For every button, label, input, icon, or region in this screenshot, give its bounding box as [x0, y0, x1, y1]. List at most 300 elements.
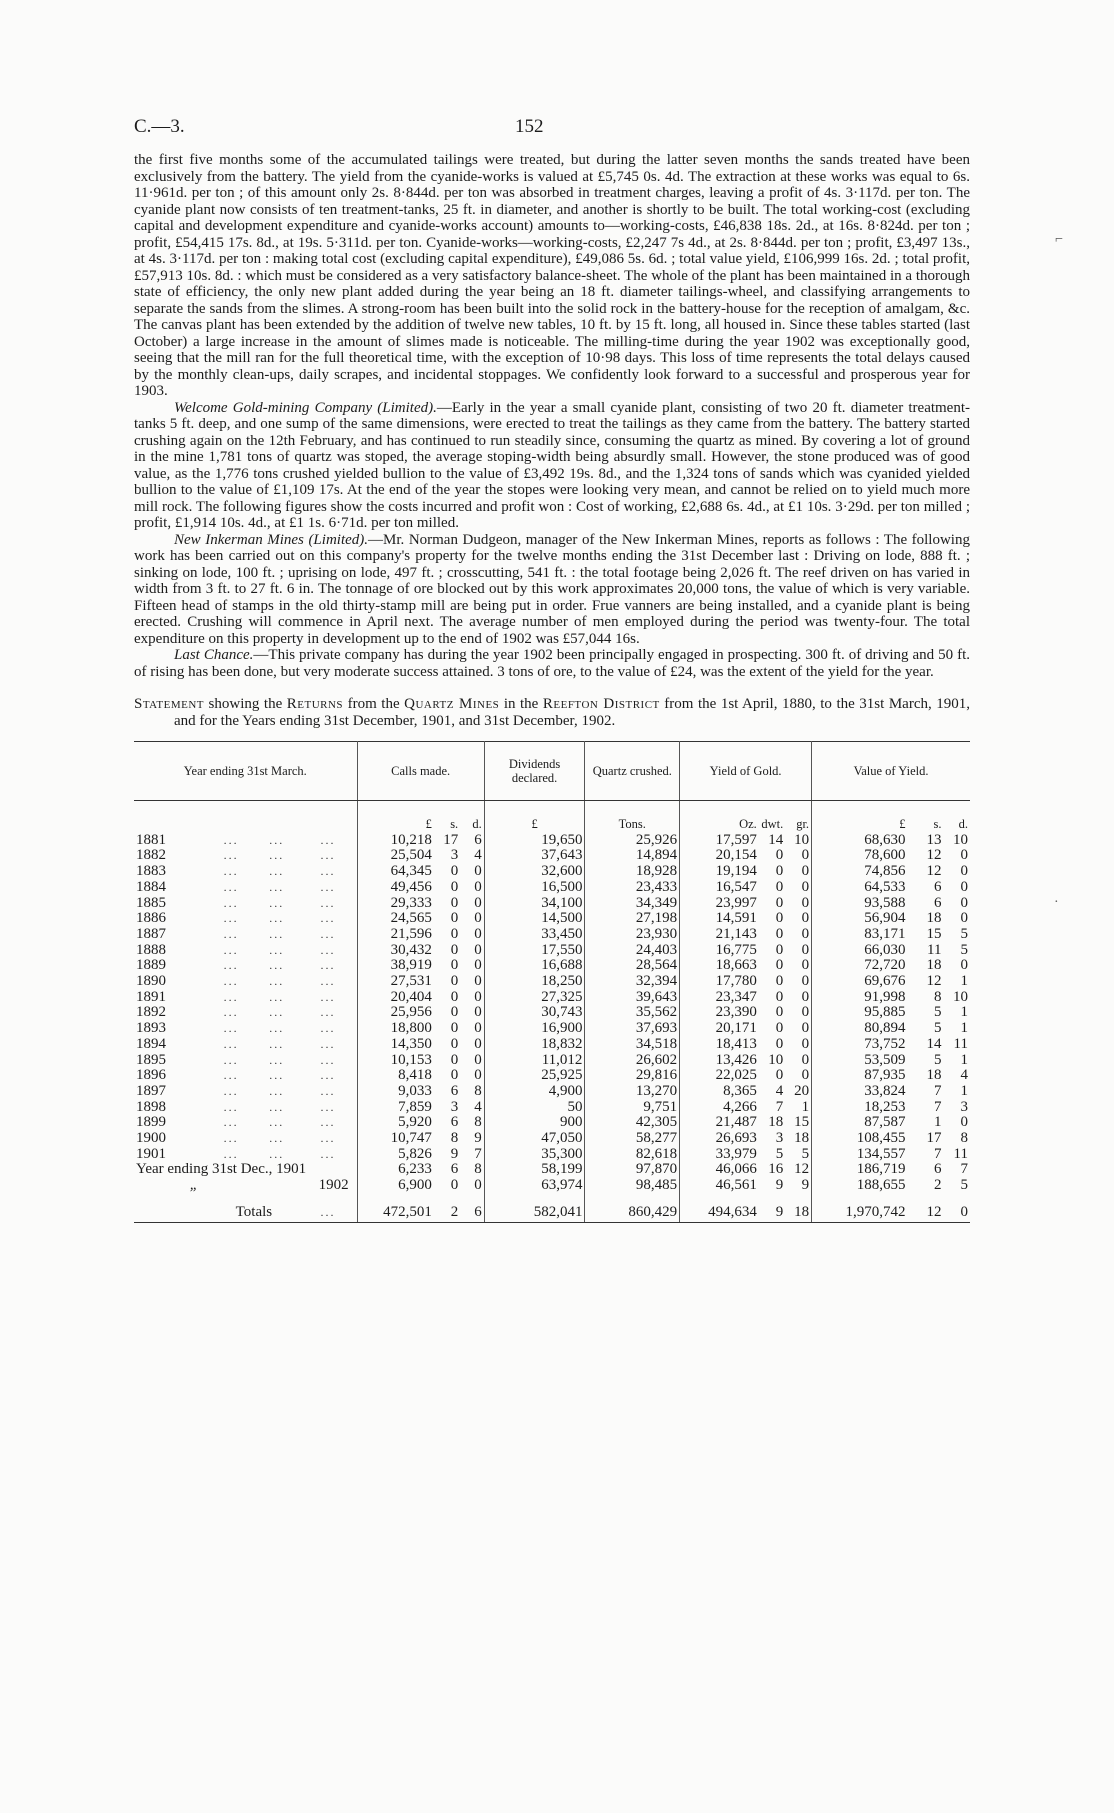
leader-dots: ... — [320, 958, 336, 973]
value-pence: 0 — [943, 1194, 970, 1223]
dividends-cell: 37,643 — [484, 848, 585, 864]
header-dividends: Dividends declared. — [484, 742, 585, 801]
gold-dwt: 3 — [775, 1130, 784, 1147]
gold-gr: 0 — [801, 1004, 810, 1021]
quartz-cell: 34,518 — [585, 1037, 680, 1053]
gold-gr: 0 — [801, 1035, 810, 1052]
table-row — [134, 1037, 970, 1053]
value-pence: 0 — [960, 910, 968, 927]
table-row — [134, 958, 970, 974]
leader-dots: ... — [269, 1021, 285, 1036]
header-gold: Yield of Gold. — [680, 742, 812, 801]
header-value: Value of Yield. — [812, 742, 970, 801]
table-row — [134, 848, 970, 864]
calls-pence: 8 — [474, 1161, 482, 1178]
value-shillings: 18 — [926, 1067, 942, 1084]
dividends-cell: 16,900 — [484, 1021, 585, 1037]
calls-pence: 0 — [474, 957, 482, 974]
leader-dots: ... — [320, 1146, 336, 1161]
leader-dots: ... — [269, 1099, 285, 1114]
margin-mark-middle: · — [1054, 895, 1059, 910]
leader-dots: ... — [320, 879, 336, 894]
gold-dwt: 0 — [775, 925, 784, 942]
leader-dots: ... — [223, 1036, 239, 1051]
table-header-row — [134, 742, 970, 801]
value-shillings: 2 — [933, 1177, 942, 1194]
gold-dwt: 0 — [775, 957, 784, 974]
calls-pence: 0 — [474, 1051, 482, 1068]
gold-dwt: 10 — [768, 1051, 784, 1068]
calls-pounds: 64,345 — [357, 864, 434, 880]
leader-dots: ... — [223, 1146, 239, 1161]
year-cell: 1889 — [136, 957, 166, 974]
calls-pence: 0 — [474, 863, 482, 880]
value-shillings: 12 — [908, 1194, 944, 1223]
gold-dwt: 0 — [775, 847, 784, 864]
gold-gr: 18 — [785, 1194, 811, 1223]
leader-dots: ... — [269, 1068, 285, 1083]
value-pounds: 134,557 — [812, 1147, 908, 1163]
calls-pence: 6 — [460, 1194, 484, 1223]
value-pence: 0 — [960, 1114, 968, 1131]
leader-dots: ... — [223, 832, 239, 847]
page-number: 152 — [515, 116, 544, 137]
year-cell: 1890 — [136, 973, 166, 990]
quartz-cell: 32,394 — [585, 974, 680, 990]
gold-gr: 20 — [794, 1082, 810, 1099]
value-pence: 0 — [960, 863, 968, 880]
calls-pounds: 472,501 — [357, 1194, 434, 1223]
dividends-cell: 582,041 — [484, 1194, 585, 1223]
calls-pence: 0 — [474, 973, 482, 990]
leader-dots: ... — [223, 926, 239, 941]
value-pence: 4 — [960, 1067, 968, 1084]
value-pence: 0 — [960, 894, 968, 911]
margin-mark-top: ⌐ — [1055, 232, 1063, 247]
table-row — [134, 896, 970, 912]
leader-dots: ... — [269, 926, 285, 941]
leader-dots: ... — [223, 1083, 239, 1098]
gold-dwt: 18 — [768, 1114, 784, 1131]
year-cell: 1885 — [136, 894, 166, 911]
calls-pence: 4 — [474, 1098, 482, 1115]
gold-gr: 0 — [801, 1051, 810, 1068]
value-pounds: 87,935 — [812, 1068, 908, 1084]
value-pounds: 188,655 — [812, 1178, 908, 1194]
value-pounds: 18,253 — [812, 1100, 908, 1116]
gold-oz: 21,487 — [680, 1115, 759, 1131]
totals-row — [134, 1194, 970, 1223]
gold-dwt: 7 — [775, 1098, 784, 1115]
calls-shillings: 0 — [450, 925, 459, 942]
quartz-cell: 24,403 — [585, 943, 680, 959]
gold-oz: 4,266 — [680, 1100, 759, 1116]
value-pounds: 78,600 — [812, 848, 908, 864]
document-reference: C.—3. — [134, 116, 185, 137]
value-pence: 0 — [960, 878, 968, 895]
table-row — [134, 1084, 970, 1100]
table-row — [134, 1053, 970, 1069]
leader-dots: ... — [320, 1099, 336, 1114]
leader-dots: ... — [320, 864, 336, 879]
quartz-cell: 35,562 — [585, 1005, 680, 1021]
value-pence: 10 — [953, 988, 968, 1005]
calls-shillings: 0 — [450, 894, 459, 911]
calls-pounds: 21,596 — [357, 927, 434, 943]
value-pounds: 69,676 — [812, 974, 908, 990]
year-cell: 1897 — [136, 1082, 166, 1099]
dividends-cell: 4,900 — [484, 1084, 585, 1100]
value-shillings: 7 — [933, 1145, 942, 1162]
table-body — [134, 801, 970, 1223]
calls-pence: 0 — [474, 1035, 482, 1052]
quartz-cell: 23,930 — [585, 927, 680, 943]
calls-shillings: 9 — [450, 1145, 459, 1162]
calls-pence: 0 — [474, 925, 482, 942]
value-shillings: 5 — [933, 1020, 942, 1037]
table-row — [134, 927, 970, 943]
quartz-cell: 97,870 — [585, 1162, 680, 1178]
leader-dots: ... — [320, 974, 336, 989]
value-shillings: 14 — [926, 1035, 942, 1052]
leader-dots: ... — [269, 1131, 285, 1146]
leader-dots: ... — [269, 958, 285, 973]
leader-dots: ... — [269, 832, 285, 847]
quartz-cell: 14,894 — [585, 848, 680, 864]
value-pence: 5 — [960, 941, 968, 958]
value-shillings: 6 — [933, 894, 942, 911]
calls-pounds: 5,920 — [357, 1115, 434, 1131]
calls-pounds: 7,859 — [357, 1100, 434, 1116]
calls-shillings: 6 — [450, 1114, 459, 1131]
leader-dots: ... — [269, 848, 285, 863]
value-pounds: 186,719 — [812, 1162, 908, 1178]
calls-pounds: 6,233 — [357, 1162, 434, 1178]
dividends-cell: 900 — [484, 1115, 585, 1131]
gold-oz: 8,365 — [680, 1084, 759, 1100]
table-row — [134, 1131, 970, 1147]
dividends-cell: 50 — [484, 1100, 585, 1116]
gold-gr: 15 — [794, 1114, 810, 1131]
value-pounds: 83,171 — [812, 927, 908, 943]
gold-dwt: 14 — [768, 831, 784, 848]
body-text — [134, 152, 970, 680]
year-cell: 1896 — [136, 1067, 166, 1084]
gold-oz: 23,997 — [680, 896, 759, 912]
leader-dots: ... — [320, 942, 336, 957]
calls-pence: 9 — [474, 1130, 482, 1147]
gold-dwt: 0 — [775, 988, 784, 1005]
value-pounds: 33,824 — [812, 1084, 908, 1100]
gold-gr: 1 — [801, 1098, 810, 1115]
calls-pounds: 5,826 — [357, 1147, 434, 1163]
gold-dwt: 0 — [775, 973, 784, 990]
value-pounds: 108,455 — [812, 1131, 908, 1147]
value-shillings: 6 — [933, 878, 942, 895]
calls-shillings: 0 — [450, 988, 459, 1005]
gold-dwt: 16 — [768, 1161, 784, 1178]
gold-oz: 20,154 — [680, 848, 759, 864]
year-cell: 1902 — [318, 1177, 349, 1194]
calls-pounds: 25,956 — [357, 1005, 434, 1021]
document-page — [134, 116, 970, 1223]
paragraph-new-inkerman: New Inkerman Mines (Limited).—Mr. Norman Dudgeon, manager of the New Inkerman Mines, reports as follows : The following work has been carried out on this company's property for the twelve months ending the 31st December last : Driving on lode, 888 ft. ; sinking on lode, 100 ft. ; uprising on lode, 497 ft. ; crosscutting, 541 ft. : the total footage being 2,026 ft. The reef driven on has varied in width from 3 ft. to 27 ft. 6 in. The tonnage of ore blocked out by this work approximates 20,000 tons, the value of which is very variable. Fifteen head of stamps in the old thirty-stamp mill are being put in order. Frue vanners are being installed, and a cyanide plant is being erected. Crushing will commence in April next. The average number of men employed during the period was twenty-four. The total expenditure on this property in development up to the end of 1902 was £57,044 16s. — [134, 531, 970, 647]
table-row — [134, 864, 970, 880]
header-quartz: Quartz crushed. — [585, 742, 680, 801]
value-pence: 11 — [953, 1035, 968, 1052]
gold-oz: 16,547 — [680, 880, 759, 896]
dividends-cell: 34,100 — [484, 896, 585, 912]
calls-pounds: 14,350 — [357, 1037, 434, 1053]
year-cell: 1892 — [136, 1004, 166, 1021]
calls-shillings: 6 — [450, 1082, 459, 1099]
gold-dwt: 0 — [775, 941, 784, 958]
table-row — [134, 1021, 970, 1037]
calls-pence: 0 — [474, 941, 482, 958]
leader-dots: ... — [320, 832, 336, 847]
table-row — [134, 974, 970, 990]
leader-dots: ... — [223, 1115, 239, 1130]
year-cell: 1884 — [136, 878, 166, 895]
value-pounds: 91,998 — [812, 990, 908, 1006]
dividends-cell: 16,500 — [484, 880, 585, 896]
header-calls: Calls made. — [357, 742, 484, 801]
year-cell: 1882 — [136, 847, 166, 864]
leader-dots: ... — [320, 1068, 336, 1083]
value-shillings: 7 — [933, 1082, 942, 1099]
table-row — [134, 1068, 970, 1084]
value-pence: 5 — [960, 925, 968, 942]
leader-dots: ... — [269, 911, 285, 926]
gold-oz: 18,663 — [680, 958, 759, 974]
gold-gr: 0 — [801, 878, 810, 895]
value-pounds: 53,509 — [812, 1053, 908, 1069]
value-pence: 1 — [960, 1051, 968, 1068]
gold-dwt: 4 — [775, 1082, 784, 1099]
calls-shillings: 0 — [450, 1067, 459, 1084]
quartz-cell: 29,816 — [585, 1068, 680, 1084]
value-pence: 1 — [960, 1082, 968, 1099]
gold-gr: 18 — [794, 1130, 810, 1147]
calls-pounds: 24,565 — [357, 911, 434, 927]
year-cell: 1887 — [136, 925, 166, 942]
returns-table — [134, 741, 970, 1223]
gold-dwt: 0 — [775, 894, 784, 911]
leader-dots: ... — [320, 1005, 336, 1020]
gold-gr: 5 — [801, 1145, 810, 1162]
calls-pounds: 49,456 — [357, 880, 434, 896]
calls-pounds: 30,432 — [357, 943, 434, 959]
gold-gr: 9 — [801, 1177, 810, 1194]
quartz-cell: 13,270 — [585, 1084, 680, 1100]
value-pounds: 66,030 — [812, 943, 908, 959]
calls-shillings: 0 — [450, 973, 459, 990]
calls-pence: 6 — [474, 831, 482, 848]
year-cell: 1883 — [136, 863, 166, 880]
calls-shillings: 0 — [450, 957, 459, 974]
value-pence: 11 — [953, 1145, 968, 1162]
dividends-cell: 35,300 — [484, 1147, 585, 1163]
value-shillings: 18 — [926, 910, 942, 927]
value-pounds: 72,720 — [812, 958, 908, 974]
gold-oz: 16,775 — [680, 943, 759, 959]
leader-dots: ... — [269, 974, 285, 989]
calls-shillings: 6 — [450, 1161, 459, 1178]
paragraph-welcome: Welcome Gold-mining Company (Limited).—Early in the year a small cyanide plant, consisting of two 20 ft. diameter treatment-tanks 5 ft. deep, and one sump of the same dimensions, were erected to treat the tailings as they came from the battery. The battery started crushing again on the 12th February, and has continued to run steadily since, consuming the quartz as mined. By covering a lot of ground in the mine 1,781 tons of quartz was stoped, the average stoping-width being absurdly small. However, the stone produced was of good value, as the 1,776 tons crushed yielded bullion to the value of £3,492 19s. 8d., and the 1,324 tons of sands which was cyanided yielded bullion to the value of £1,109 17s. At the end of the year the stopes were looking very mean, and cannot be relied on to yield much more mill rock. The following figures show the costs incurred and profit won : Cost of working, £2,688 6s. 4d., at £1 10s. 3·29d. per ton milled ; profit, £1,914 10s. 4d., at £1 1s. 6·71d. per ton milled. — [134, 399, 971, 531]
gold-dwt: 0 — [775, 863, 784, 880]
dividends-cell: 16,688 — [484, 958, 585, 974]
gold-oz: 13,426 — [680, 1053, 759, 1069]
table-row — [134, 1100, 970, 1116]
calls-pounds: 27,531 — [357, 974, 434, 990]
dividends-cell: 58,199 — [484, 1162, 585, 1178]
totals-label: Totals — [208, 1194, 299, 1223]
leader-dots: ... — [320, 989, 336, 1004]
value-pounds: 64,533 — [812, 880, 908, 896]
calls-pounds: 8,418 — [357, 1068, 434, 1084]
value-pounds: 93,588 — [812, 896, 908, 912]
calls-pence: 0 — [474, 878, 482, 895]
year-cell: 1899 — [136, 1114, 166, 1131]
leader-dots: ... — [320, 926, 336, 941]
calls-pounds: 18,800 — [357, 1021, 434, 1037]
gold-gr: 0 — [801, 863, 810, 880]
calls-pence: 0 — [474, 1067, 482, 1084]
leader-dots: ... — [223, 1021, 239, 1036]
leader-dots: ... — [269, 895, 285, 910]
leader-dots: ... — [223, 911, 239, 926]
calls-shillings: 0 — [450, 878, 459, 895]
value-pence: 0 — [960, 847, 968, 864]
value-pounds: 68,630 — [812, 833, 908, 849]
leader-dots: ... — [223, 958, 239, 973]
leader-dots: ... — [320, 911, 336, 926]
calls-shillings: 3 — [450, 1098, 459, 1115]
quartz-cell: 42,305 — [585, 1115, 680, 1131]
company-name-last-chance: Last Chance. — [174, 647, 254, 663]
leader-dots: ... — [223, 848, 239, 863]
gold-oz: 17,780 — [680, 974, 759, 990]
year-cell: 1888 — [136, 941, 166, 958]
gold-oz: 21,143 — [680, 927, 759, 943]
value-pence: 3 — [960, 1098, 968, 1115]
leader-dots: ... — [223, 942, 239, 957]
table-row — [134, 880, 970, 896]
year-cell: 1893 — [136, 1020, 166, 1037]
leader-dots: ... — [223, 1005, 239, 1020]
gold-oz: 20,171 — [680, 1021, 759, 1037]
gold-dwt: 0 — [775, 878, 784, 895]
gold-oz: 26,693 — [680, 1131, 759, 1147]
gold-gr: 10 — [794, 831, 810, 848]
paragraph-last-chance: Last Chance.—This private company has during the year 1902 been principally engaged in prospecting. 300 ft. of driving and 50 ft. of rising has been done, but very moderate success attained. 3 tons of ore, to the value of £24, was the extent of the yield for the year. — [134, 647, 970, 680]
calls-pence: 8 — [474, 1082, 482, 1099]
leader-dots: ... — [269, 1115, 285, 1130]
value-pounds: 95,885 — [812, 1005, 908, 1021]
quartz-cell: 26,602 — [585, 1053, 680, 1069]
dividends-cell: 25,925 — [484, 1068, 585, 1084]
value-pounds: 80,894 — [812, 1021, 908, 1037]
calls-pounds: 10,747 — [357, 1131, 434, 1147]
header-year: Year ending 31st March. — [134, 742, 357, 801]
value-pence: 1 — [960, 973, 968, 990]
leader-dots: ... — [269, 1036, 285, 1051]
calls-pence: 4 — [474, 847, 482, 864]
calls-shillings: 0 — [450, 1035, 459, 1052]
leader-dots: ... — [269, 1083, 285, 1098]
table-row — [134, 990, 970, 1006]
gold-dwt: 9 — [759, 1194, 785, 1223]
leader-dots: ... — [223, 989, 239, 1004]
table-row-dec-1902 — [134, 1178, 970, 1194]
dividends-cell: 32,600 — [484, 864, 585, 880]
dividends-cell: 14,500 — [484, 911, 585, 927]
leader-dots: ... — [320, 1021, 336, 1036]
year-cell: 1886 — [136, 910, 166, 927]
quartz-cell: 82,618 — [585, 1147, 680, 1163]
leader-dots: ... — [223, 1131, 239, 1146]
quartz-cell: 28,564 — [585, 958, 680, 974]
gold-oz: 22,025 — [680, 1068, 759, 1084]
value-shillings: 18 — [926, 957, 942, 974]
dividends-cell: 18,250 — [484, 974, 585, 990]
calls-pence: 7 — [474, 1145, 482, 1162]
quartz-cell: 25,926 — [585, 833, 680, 849]
calls-shillings: 0 — [450, 1020, 459, 1037]
gold-dwt: 5 — [775, 1145, 784, 1162]
quartz-cell: 98,485 — [585, 1178, 680, 1194]
gold-dwt: 0 — [775, 1067, 784, 1084]
calls-shillings: 3 — [450, 847, 459, 864]
table-row — [134, 1147, 970, 1163]
value-pence: 10 — [953, 831, 968, 848]
leader-dots: ... — [320, 895, 336, 910]
gold-oz: 14,591 — [680, 911, 759, 927]
calls-pounds: 20,404 — [357, 990, 434, 1006]
value-shillings: 12 — [926, 973, 942, 990]
value-shillings: 13 — [926, 831, 942, 848]
paragraph-waiuta: the first five months some of the accumulated tailings were treated, but during the latter seven months the sands treated have been exclusively from the battery. The yield from the cyanide-works is valued at £5,745 0s. 4d. The extraction at these works was equal to 6s. 11·961d. per ton ; of this amount only 2s. 8·844d. per ton was absorbed in treatment charges, leaving a profit of 4s. 3·117d. per ton. The cyanide plant now consists of ten treatment-tanks, 25 ft. in diameter, and another is shortly to be built. The total working-cost (excluding capital and development expenditure and cyanide-works account) amounts to—working-costs, £46,838 18s. 2d., at 16s. 8·824d. per ton ; profit, £54,415 17s. 8d., at 19s. 5·311d. per ton. Cyanide-works—working-costs, £2,247 7s 4d., at 2s. 8·844d. per ton ; profit, £3,497 13s., at 4s. 3·117d. per ton : making total cost (excluding capital expenditure), £49,086 5s. 6d. ; total value yield, £106,999 16s. 2d. ; total profit, £57,913 10s. 8d. : which must be considered as a very satisfactory balance-sheet. The whole of the plant has been maintained in a thorough state of efficiency, the only new plant added during the year being an 18 ft. diameter tailings-wheel, and classifying arrangements to separate the sands from the slimes. A strong-room has been built into the solid rock in the battery-house for the reception of amalgam, &c. The canvas plant has been extended by the addition of twelve new tables, 10 ft. by 15 ft. long, all housed in. Since these tables started (last October) a large increase in the amount of slimes made is noticeable. The milling-time during the year 1902 was exceptionally good, seeing that the mill ran for the full theoretical time, with the exception of 10·98 days. This loss of time represents the total delays caused by the monthly clean-ups, daily scrapes, and incidental stoppages. We confidently look forward to a successful and prosperous year for 1903. — [134, 152, 970, 399]
calls-shillings: 0 — [450, 863, 459, 880]
dividends-cell: 19,650 — [484, 833, 585, 849]
calls-pounds: 29,333 — [357, 896, 434, 912]
leader-dots: ... — [223, 1068, 239, 1083]
value-shillings: 5 — [933, 1004, 942, 1021]
leader-dots: ... — [320, 1131, 336, 1146]
gold-gr: 0 — [801, 957, 810, 974]
leader-dots: ... — [269, 1005, 285, 1020]
leader-dots: ... — [223, 879, 239, 894]
company-name-welcome: Welcome Gold-mining Company (Limited). — [174, 399, 437, 416]
leader-dots: ... — [269, 879, 285, 894]
calls-pence: 0 — [474, 988, 482, 1005]
calls-pounds: 25,504 — [357, 848, 434, 864]
gold-oz: 33,979 — [680, 1147, 759, 1163]
gold-gr: 0 — [801, 988, 810, 1005]
dividends-cell: 30,743 — [484, 1005, 585, 1021]
leader-dots: ... — [320, 1083, 336, 1098]
year-cell: 1901 — [136, 1145, 166, 1162]
value-shillings: 12 — [926, 847, 942, 864]
quartz-cell: 27,198 — [585, 911, 680, 927]
year-cell: 1894 — [136, 1035, 166, 1052]
gold-oz: 23,390 — [680, 1005, 759, 1021]
value-shillings: 5 — [933, 1051, 942, 1068]
gold-oz: 23,347 — [680, 990, 759, 1006]
dividends-cell: 33,450 — [484, 927, 585, 943]
gold-gr: 0 — [801, 1067, 810, 1084]
value-shillings: 15 — [926, 925, 942, 942]
